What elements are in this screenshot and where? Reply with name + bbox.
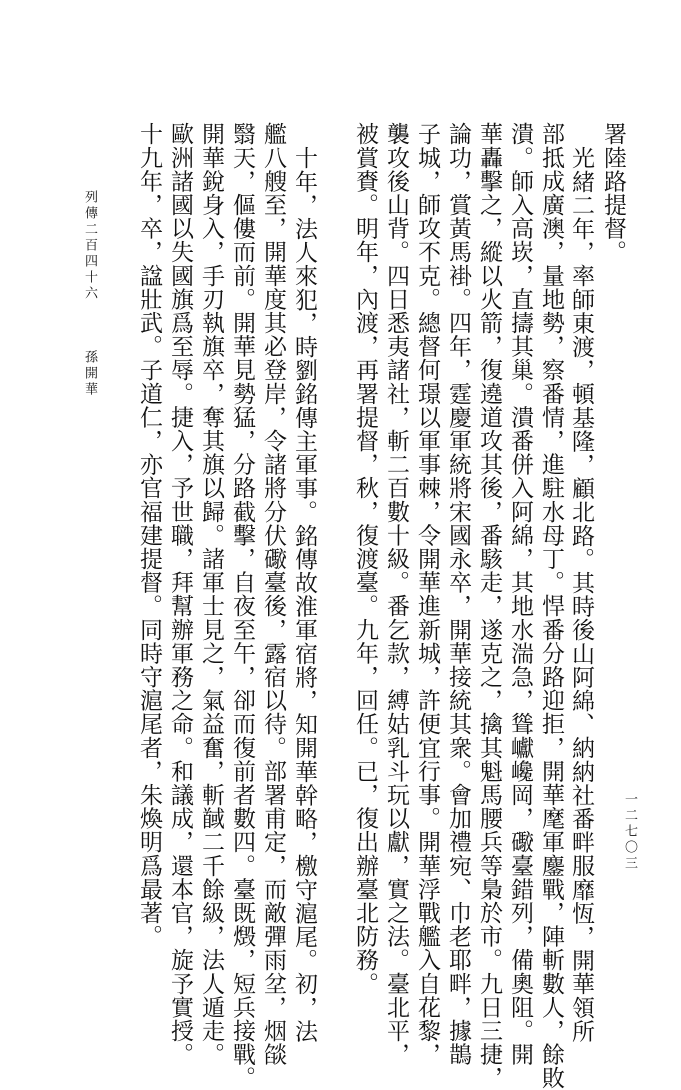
text-column: 翳天，傴僂而前。開華見勢猛，分路截擊，自夜至午，卻而復前者數四。臺既燬，短兵接戰。	[229, 122, 255, 1090]
text-column: 潰。師入高崁，直擣其巢。潰番併入阿綿，其地水湍急，聳巘巉岡，礮臺錯列，備奧阻。開	[507, 122, 533, 1066]
text-column: 部抵成廣澳，量地勢，察番情，進駐水母丁。悍番分路迎拒，開華麾軍鏖戰，陣斬數人，餘敗	[538, 122, 564, 1090]
text-column: 開華銳身入，手刃執旗卒，奪其旗以歸。諸軍士見之，氣益奮，斬馘二千餘級，法人遁走。	[198, 122, 224, 1066]
text-column: 十九年，卒，諡壯武。子道仁，亦官福建提督。同時守滬尾者，朱煥明爲最著。	[136, 122, 162, 948]
text-column: 十年，法人來犯，時劉銘傳主軍事。銘傳故淮軍宿將，知開華幹略，檄守滬尾。初，法	[291, 146, 317, 1043]
text-column: 光緒二年，率師東渡，頓基隆，顧北路。其時後山阿綿、納納社番畔服靡恆，開華領所	[568, 146, 594, 1043]
text-column: 歐洲諸國以失國旗爲至辱。捷入，予世職，拜幫辦軍務之命。和議成，還本官，旋予實授。	[167, 122, 193, 1066]
text-column: 艦八艘至，開華度其必登岸，令諸將分伏礮臺後，露宿以待。部署甫定，而敵彈雨坌，烟燄	[260, 122, 286, 1066]
text-column: 論功，賞黃馬褂。四年，霆慶軍統將宋國永卒，開華接統其衆。會加禮宛、巾老耶畔，據鵲	[445, 122, 471, 1066]
page-number: 一二七〇三	[622, 792, 637, 872]
text-column: 被賞賚。明年，內渡，再署提督，秋，復渡臺。九年，回任。已，復出辦臺北防務。	[352, 122, 378, 996]
chapter-label: 列傳二百四十六	[82, 190, 97, 302]
text-column: 華轟擊之，縱以火箭，復遶道攻其後，番駭走，遂克之，擒其魁馬腰兵等梟於市。九日三捷，	[476, 122, 502, 1090]
text-column: 襲攻後山背。四日悉夷諸社，斬二百數十級。番乞款，縛姑乳斗玩以獻，實之法。臺北平，	[383, 122, 409, 1066]
biography-name: 孫開華	[82, 350, 97, 398]
text-column: 署陸路提督。	[600, 122, 626, 264]
text-column: 子城，師攻不克。總督何璟以軍事棘，令開華進新城，許便宜行事。開華浮戰艦入自花黎，	[414, 122, 440, 1066]
